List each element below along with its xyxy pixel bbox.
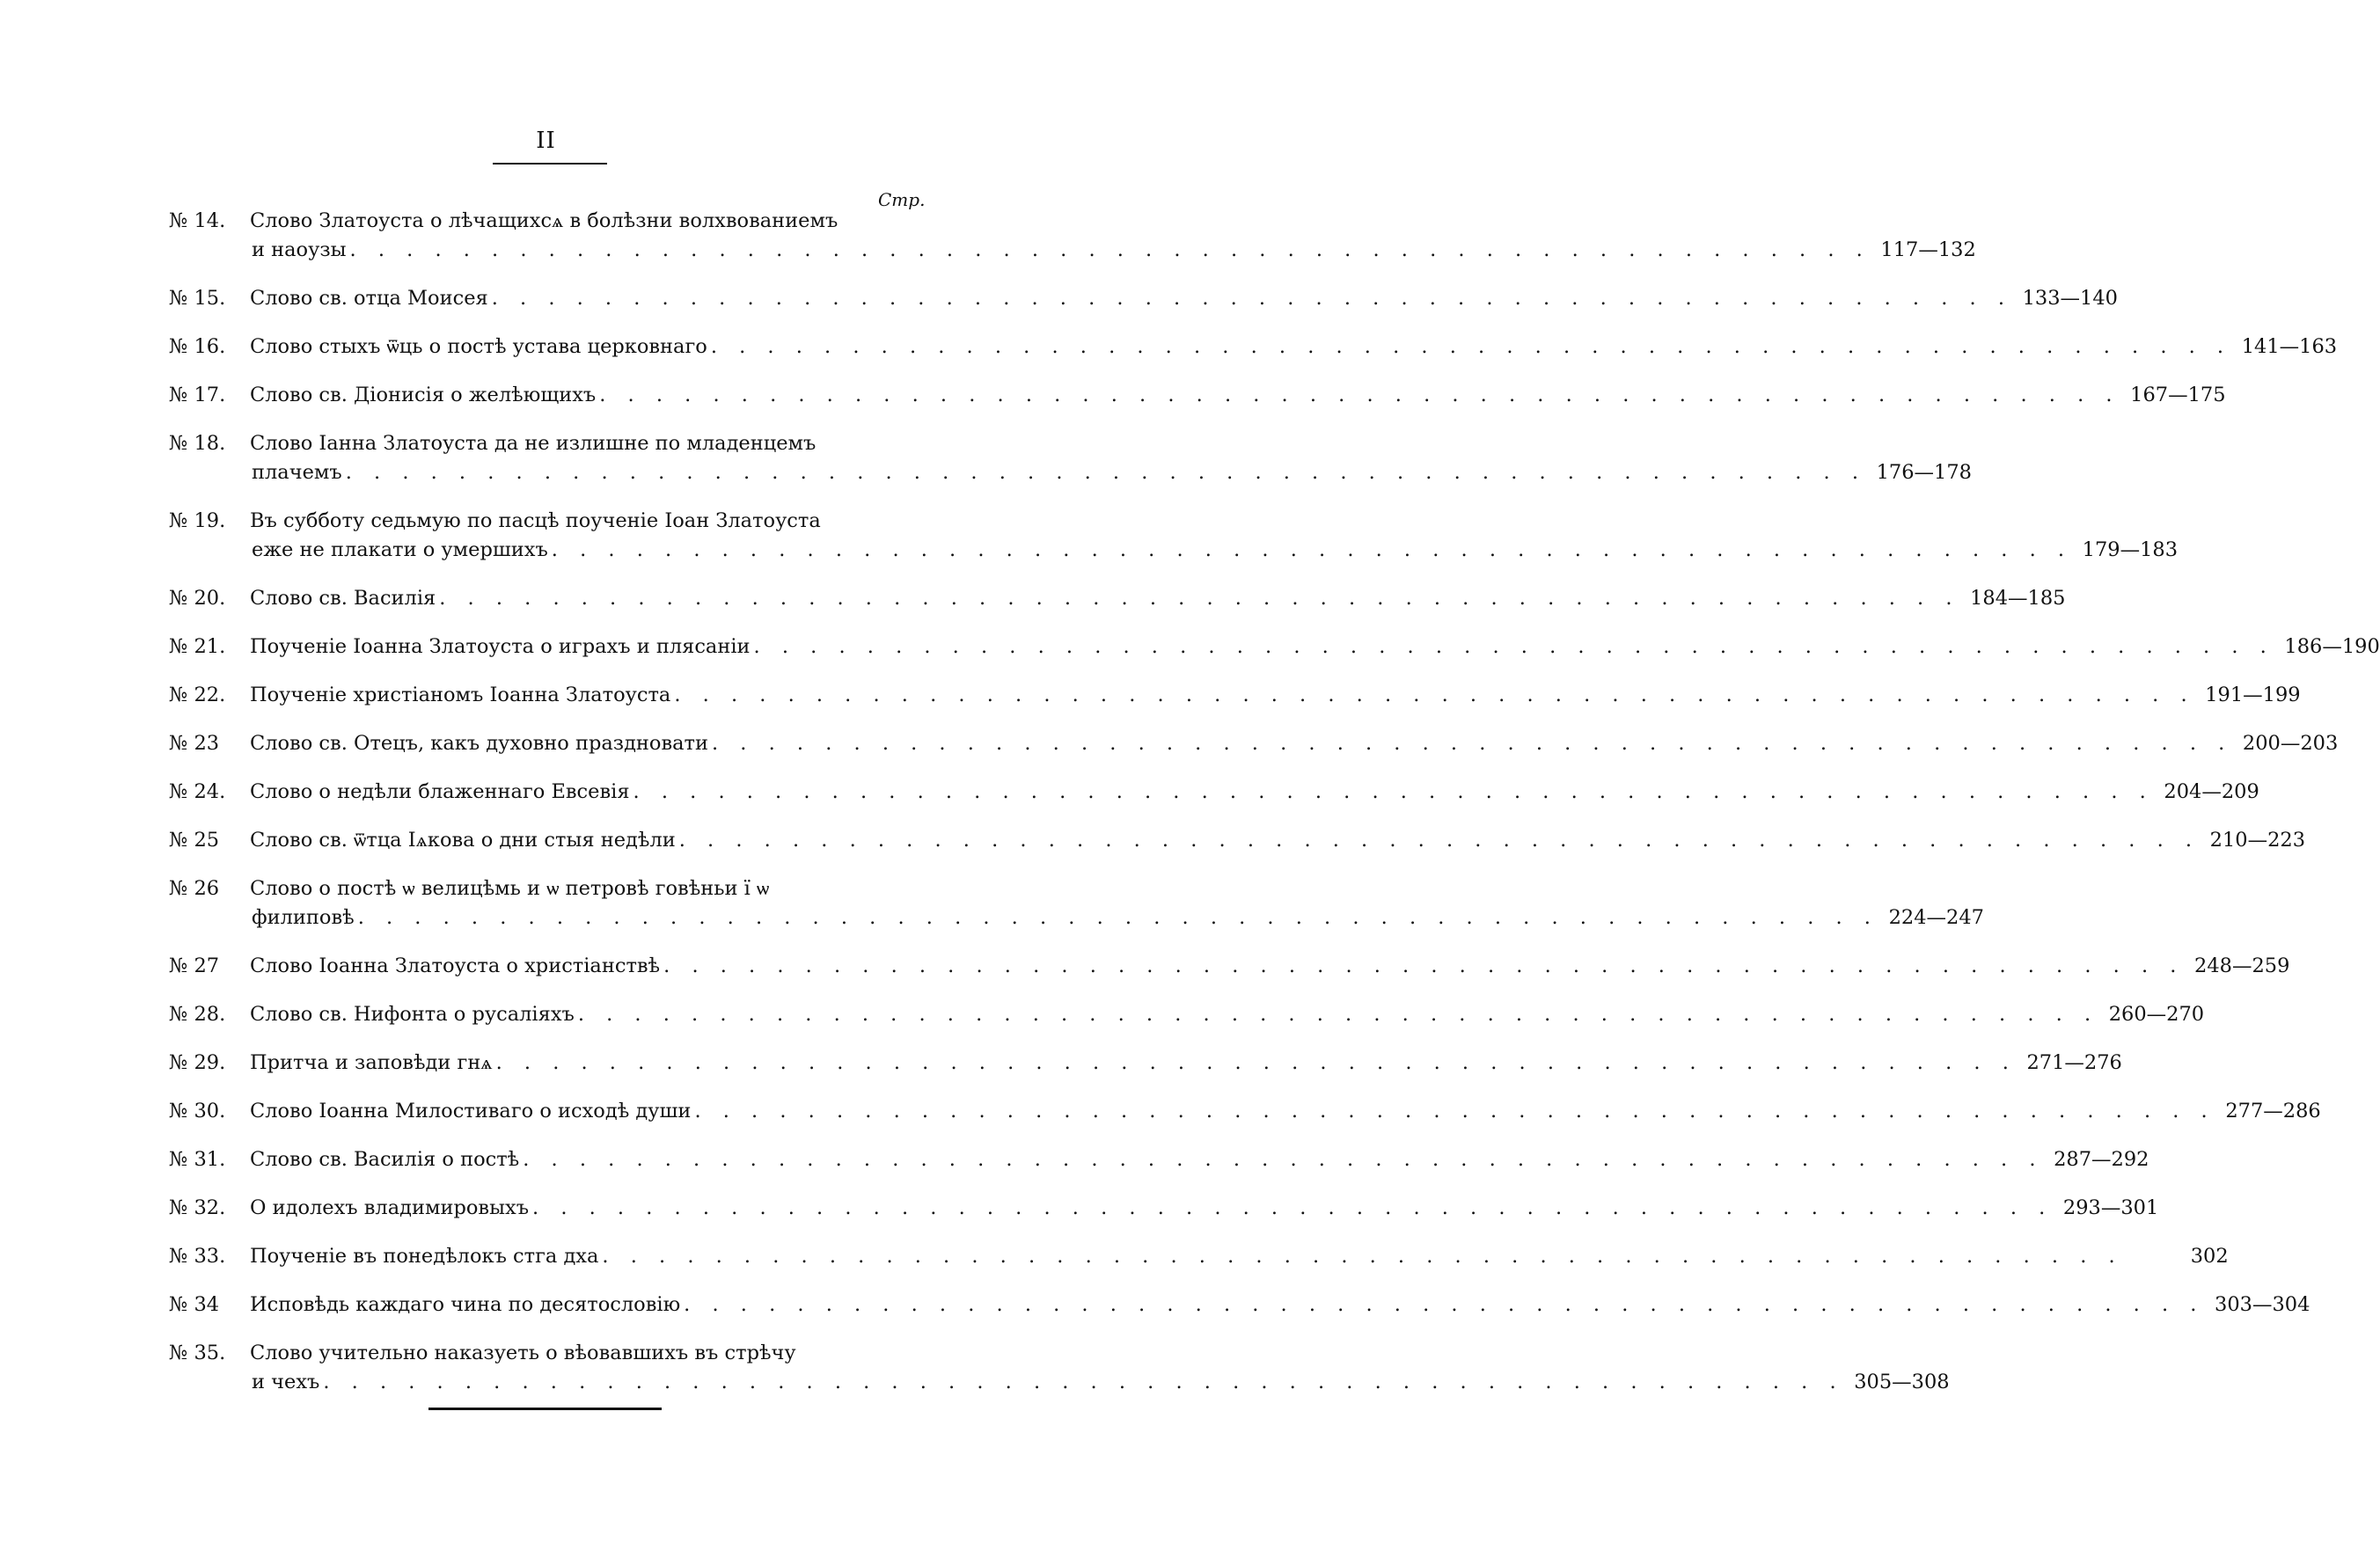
page-range: 303—304 <box>2215 1293 2310 1316</box>
entry-number: № 24. <box>169 780 226 803</box>
entry-title-text: Слово учительно наказуеть о вѣовавшихъ въ стрѣчу <box>250 1342 796 1364</box>
entry-body <box>250 207 1976 265</box>
dot-leader: . . . . . . . . . . . . . . . . . . . . . . . . . . . . . . . . . . . . . . . . . . . . . . . . . . . . . . <box>345 461 1866 484</box>
entry-title-text: Слово Іоанна Милостиваго о исходѣ души <box>250 1100 692 1123</box>
entry-title-text: и чехъ <box>252 1371 320 1393</box>
toc-entry <box>169 381 2226 410</box>
toc-entry <box>169 874 1984 932</box>
entry-line <box>250 458 1972 487</box>
entry-title-text: Въ субботу седьмую по пасцѣ поученіе Іоан Златоуста <box>250 509 821 532</box>
dot-leader: . . . . . . . . . . . . . . . . . . . . . . . . . . . . . . . . . . . . . . . . . . . . . . . . . . . . . . <box>323 1371 1844 1393</box>
entry-number: № 20. <box>169 587 226 610</box>
entry-title-text: Поученіе въ понедѣлокъ стга дха <box>250 1245 599 1268</box>
dot-leader: . . . . . . . . . . . . . . . . . . . . . . . . . . . . . . . . . . . . . . . . . . . . . . . . . . . . . . <box>495 1051 2017 1074</box>
page-range: 167—175 <box>2130 384 2226 406</box>
page-number: II <box>536 128 556 154</box>
entry-body <box>250 1049 2122 1078</box>
entry-number: № 30. <box>169 1100 226 1123</box>
entry-number: № 35. <box>169 1342 226 1364</box>
entry-title-text: Слово св. Нифонта о русаліяхъ <box>250 1003 575 1026</box>
page-range: 204—209 <box>2164 780 2259 803</box>
page-range: 305—308 <box>1854 1371 1950 1393</box>
entry-line <box>250 381 2226 410</box>
dot-leader: . . . . . . . . . . . . . . . . . . . . . . . . . . . . . . . . . . . . . . . . . . . . . . . . . . . . . . <box>633 780 2154 803</box>
entry-number: № 22. <box>169 684 226 706</box>
entry-body <box>250 1242 2229 1271</box>
entry-line <box>250 207 927 236</box>
page-range: 200—203 <box>2242 732 2339 755</box>
page-range: 248—259 <box>2194 954 2290 977</box>
entry-number: № 25 <box>169 829 220 852</box>
entry-number: № 26 <box>169 877 220 900</box>
entry-title-text: Слово о постѣ ѡ велицѣмь и ѡ петровѣ говѣньи ї ѡ <box>250 877 770 900</box>
entry-number: № 15. <box>169 287 226 310</box>
entry-line <box>250 778 2259 807</box>
footer-rule <box>428 1408 662 1410</box>
dot-leader: . . . . . . . . . . . . . . . . . . . . . . . . . . . . . . . . . . . . . . . . . . . . . . . . . . . . . . <box>491 287 2012 310</box>
entry-body <box>250 381 2226 410</box>
toc-entry <box>169 207 1976 265</box>
entry-title-text: Слово Златоуста о лѣчащихсѧ в болѣзни волхвованиемъ <box>250 209 838 232</box>
entry-title-text: Слово св. отца Моисея <box>250 287 488 310</box>
entry-line <box>250 1368 1950 1397</box>
entry-line <box>250 536 2179 565</box>
dot-leader: . . . . . . . . . . . . . . . . . . . . . . . . . . . . . . . . . . . . . . . . . . . . . . . . . . . . . . <box>577 1003 2099 1026</box>
entry-number: № 17. <box>169 384 226 406</box>
toc-entry <box>169 1097 2321 1126</box>
header-rule <box>493 163 607 165</box>
entry-line <box>250 1291 2310 1320</box>
dot-leader: . . . . . . . . . . . . . . . . . . . . . . . . . . . . . . . . . . . . . . . . . . . . . . . . . . . . . . <box>357 906 1878 929</box>
page-range: 224—247 <box>1888 906 1984 929</box>
entry-body <box>250 681 2301 710</box>
entry-title-text: филиповѣ <box>252 906 355 929</box>
entry-body <box>250 633 2380 662</box>
entry-body <box>250 874 1984 932</box>
toc-entry <box>169 429 1972 487</box>
entry-number: № 14. <box>169 209 226 232</box>
entry-body <box>250 429 1972 487</box>
page-range: 117—132 <box>1880 238 1976 261</box>
entry-body <box>250 826 2306 855</box>
dot-leader: . . . . . . . . . . . . . . . . . . . . . . . . . . . . . . . . . . . . . . . . . . . . . . . . . . . . . . <box>678 829 2201 852</box>
entry-title-text: еже не плакати о умершихъ <box>252 538 548 561</box>
entry-body <box>250 333 2338 362</box>
dot-leader: . . . . . . . . . . . . . . . . . . . . . . . . . . . . . . . . . . . . . . . . . . . . . . . . . . . . . . <box>602 1245 2123 1268</box>
toc-entry <box>169 1242 2229 1271</box>
entry-body <box>250 729 2339 758</box>
entry-number: № 16. <box>169 335 226 358</box>
entry-title-text: Притча и заповѣди гнѧ <box>250 1051 493 1074</box>
entry-line <box>250 584 2066 613</box>
entry-line <box>250 903 1984 932</box>
pages-column-header: Стр. <box>878 189 926 210</box>
entry-line <box>250 1049 2122 1078</box>
page-range: 293—301 <box>2062 1196 2159 1219</box>
entry-title-text: Поученіе Іоанна Златоуста о играхъ и плясаніи <box>250 635 751 658</box>
toc-entry <box>169 826 2306 855</box>
entry-body <box>250 952 2290 981</box>
entry-number: № 21. <box>169 635 226 658</box>
page-range: 176—178 <box>1876 461 1972 484</box>
toc-entry <box>169 1049 2122 1078</box>
dot-leader: . . . . . . . . . . . . . . . . . . . . . . . . . . . . . . . . . . . . . . . . . . . . . . . . . . . . . . <box>349 238 1871 261</box>
entry-number: № 34 <box>169 1293 220 1316</box>
entry-title-text: Слово о недѣли блаженнаго Евсевія <box>250 780 630 803</box>
toc-entry <box>169 778 2259 807</box>
entry-title-text: О идолехъ владимировыхъ <box>250 1196 530 1219</box>
entry-line <box>250 952 2290 981</box>
entry-line <box>250 1145 2149 1174</box>
toc-entry <box>169 284 2118 313</box>
toc-entry <box>169 681 2301 710</box>
entry-body <box>250 1291 2310 1320</box>
page-range: 271—276 <box>2026 1051 2122 1074</box>
toc-entry <box>169 633 2380 662</box>
entry-title-text: плачемъ <box>252 461 342 484</box>
page-range: 210—223 <box>2209 829 2306 852</box>
dot-leader: . . . . . . . . . . . . . . . . . . . . . . . . . . . . . . . . . . . . . . . . . . . . . . . . . . . . . . <box>694 1100 2215 1123</box>
dot-leader: . . . . . . . . . . . . . . . . . . . . . . . . . . . . . . . . . . . . . . . . . . . . . . . . . . . . . . <box>712 732 2233 755</box>
entry-title-text: Слово Іоанна Златоуста о христіанствѣ <box>250 954 661 977</box>
page-range: 287—292 <box>2054 1148 2149 1171</box>
entry-body <box>250 1339 1950 1397</box>
page-range: 179—183 <box>2082 538 2179 561</box>
entry-title-text: Слово св. Василія <box>250 587 436 610</box>
entry-line <box>250 429 927 458</box>
dot-leader: . . . . . . . . . . . . . . . . . . . . . . . . . . . . . . . . . . . . . . . . . . . . . . . . . . . . . . <box>753 635 2274 658</box>
entry-number: № 28. <box>169 1003 226 1026</box>
entry-line <box>250 1194 2159 1223</box>
entry-number: № 18. <box>169 432 226 455</box>
entry-number: № 32. <box>169 1196 226 1219</box>
entry-line <box>250 333 2338 362</box>
toc-entry <box>169 1339 1950 1397</box>
entry-line <box>250 507 927 536</box>
toc-entry <box>169 729 2339 758</box>
entry-title-text: Слово св. Василія о постѣ <box>250 1148 520 1171</box>
dot-leader: . . . . . . . . . . . . . . . . . . . . . . . . . . . . . . . . . . . . . . . . . . . . . . . . . . . . . . <box>532 1196 2054 1219</box>
entry-title-text: Слово Іанна Златоуста да не излишне по младенцемъ <box>250 432 817 455</box>
entry-body <box>250 284 2118 313</box>
dot-leader: . . . . . . . . . . . . . . . . . . . . . . . . . . . . . . . . . . . . . . . . . . . . . . . . . . . . . . <box>663 954 2185 977</box>
entry-body <box>250 1145 2149 1174</box>
page-range: 133—140 <box>2022 287 2118 310</box>
toc-entry <box>169 333 2338 362</box>
toc-entry <box>169 952 2290 981</box>
dot-leader: . . . . . . . . . . . . . . . . . . . . . . . . . . . . . . . . . . . . . . . . . . . . . . . . . . . . . . <box>599 384 2120 406</box>
entry-title-text: Исповѣдь каждаго чина по десятословію <box>250 1293 681 1316</box>
dot-leader: . . . . . . . . . . . . . . . . . . . . . . . . . . . . . . . . . . . . . . . . . . . . . . . . . . . . . . <box>684 1293 2205 1316</box>
toc-entry <box>169 1145 2149 1174</box>
page-range: 191—199 <box>2205 684 2301 706</box>
dot-leader: . . . . . . . . . . . . . . . . . . . . . . . . . . . . . . . . . . . . . . . . . . . . . . . . . . . . . . <box>710 335 2232 358</box>
entry-line <box>250 874 927 903</box>
entry-number: № 31. <box>169 1148 226 1171</box>
entry-line <box>250 236 1976 265</box>
entry-line <box>250 1339 927 1368</box>
page-range: 184—185 <box>1970 587 2066 610</box>
page-range: 260—270 <box>2108 1003 2205 1026</box>
entry-body <box>250 584 2066 613</box>
entry-number: № 27 <box>169 954 220 977</box>
dot-leader: . . . . . . . . . . . . . . . . . . . . . . . . . . . . . . . . . . . . . . . . . . . . . . . . . . . . . . <box>674 684 2195 706</box>
dot-leader: . . . . . . . . . . . . . . . . . . . . . . . . . . . . . . . . . . . . . . . . . . . . . . . . . . . . . . <box>439 587 1960 610</box>
entry-line <box>250 1000 2205 1029</box>
entry-number: № 19. <box>169 509 226 532</box>
entry-body <box>250 1097 2321 1126</box>
entry-title-text: Слово стыхъ ѿць о постѣ устава церковнаго <box>250 335 707 358</box>
toc-entry <box>169 1291 2310 1320</box>
entry-line <box>250 826 2306 855</box>
entry-title-text: Поученіе христіаномъ Іоанна Златоуста <box>250 684 671 706</box>
entry-number: № 29. <box>169 1051 226 1074</box>
entry-line <box>250 681 2301 710</box>
entry-line <box>250 1242 2229 1271</box>
page-range: 302 <box>2190 1245 2229 1268</box>
entry-title-text: Слово св. ѿтца Іѧкова о дни стыя недѣли <box>250 829 676 852</box>
toc-entry <box>169 507 2179 565</box>
entry-line <box>250 284 2118 313</box>
page-range: 186—190 <box>2284 635 2380 658</box>
entry-line <box>250 1097 2321 1126</box>
entry-body <box>250 1000 2205 1029</box>
entry-line <box>250 729 2339 758</box>
entry-line <box>250 633 2380 662</box>
page-range: 277—286 <box>2225 1100 2321 1123</box>
toc-entry <box>169 1000 2205 1029</box>
toc-entry <box>169 584 2066 613</box>
entry-title-text: Слово св. Отецъ, какъ духовно праздновати <box>250 732 708 755</box>
entry-title-text: и наоузы <box>252 238 347 261</box>
dot-leader: . . . . . . . . . . . . . . . . . . . . . . . . . . . . . . . . . . . . . . . . . . . . . . . . . . . . . . <box>551 538 2073 561</box>
entry-body <box>250 778 2259 807</box>
entry-body <box>250 1194 2159 1223</box>
dot-leader: . . . . . . . . . . . . . . . . . . . . . . . . . . . . . . . . . . . . . . . . . . . . . . . . . . . . . . <box>523 1148 2044 1171</box>
table-of-contents <box>169 207 2380 1416</box>
entry-number: № 33. <box>169 1245 226 1268</box>
entry-title-text: Слово св. Діонисія о желѣющихъ <box>250 384 597 406</box>
page-range: 141—163 <box>2241 335 2338 358</box>
entry-body <box>250 507 2179 565</box>
toc-entry <box>169 1194 2159 1223</box>
entry-number: № 23 <box>169 732 220 755</box>
